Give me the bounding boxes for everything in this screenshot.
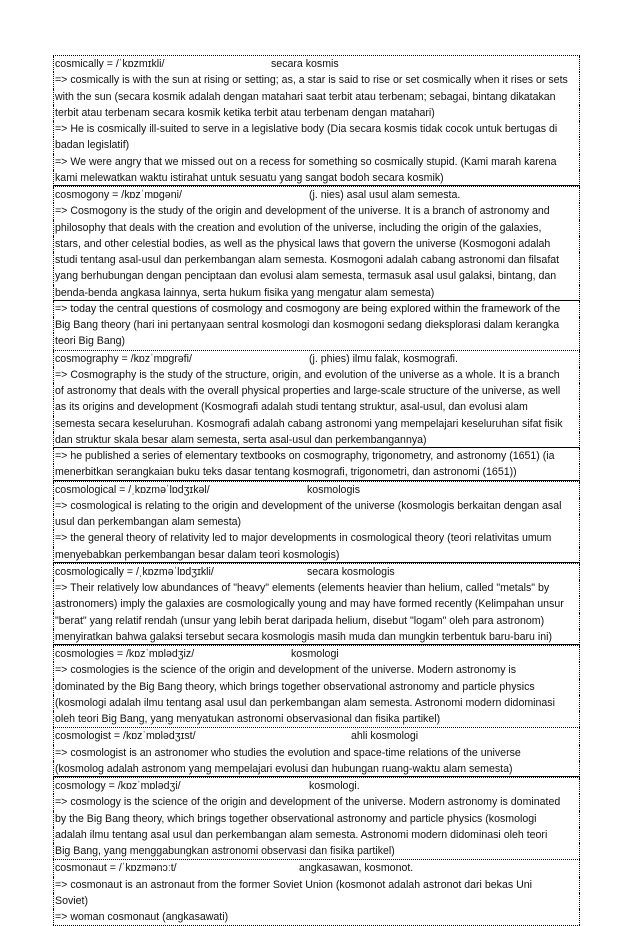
entry-definition-line: by the Big Bang theory, which brings together observational astronomy and particle physics (kosmologi bbox=[53, 811, 580, 827]
entry-headword: cosmologically = /ˌkɒzməˈlɒdʒɪkli/ bbox=[55, 565, 214, 578]
entry-definition-line: Big Bang theory (hari ini pertanyaan sentral kosmologi dan kosmogoni sedang dieksplorasi dalam kerangka bbox=[53, 317, 580, 333]
entry-definition-line: => cosmologist is an astronomer who studies the evolution and space-time relations of the universe bbox=[53, 745, 580, 761]
entry-definition-line: of astronomy that deals with the overall physical properties and large-scale structure of the universe, as well bbox=[53, 383, 580, 399]
entry-definition-line: => Their relatively low abundances of "heavy" elements (elements heavier than helium, called "metals" by bbox=[53, 580, 580, 596]
entry-definition-line: => cosmological is relating to the origin and development of the universe (kosmologis berkaitan dengan asal bbox=[53, 498, 580, 514]
entry-meaning: kosmologi. bbox=[309, 780, 360, 792]
entry-definition-line: Big Bang, yang menggabungkan astronomi observasi dan fisika partikel) bbox=[53, 843, 580, 859]
entry-headword: cosmonaut = /ˈkɒzmənɔːt/ bbox=[55, 862, 177, 875]
entry-meaning: angkasawan, kosmonot. bbox=[299, 862, 414, 875]
entry-definition-line: menerbitkan serangkaian buku teks dasar tentang kosmografi, trigonometri, dan astronomi (1651)) bbox=[53, 464, 580, 480]
entry-definition-line: => the general theory of relativity led to major developments in cosmological theory (teori relativitas umum bbox=[53, 530, 580, 546]
dictionary-entry bbox=[53, 563, 580, 645]
entry-definition-line: terbit atau terbenam secara kosmik ketika terbit atau terbenam dengan matahari) bbox=[53, 105, 580, 121]
dictionary-page bbox=[53, 55, 580, 926]
entry-definition-line: kami melewatkan waktu istirahat untuk sesuatu yang sangat bodoh secara kosmik) bbox=[53, 170, 580, 186]
entry-headword-line bbox=[53, 351, 580, 367]
dictionary-entry bbox=[53, 481, 580, 563]
entry-headword-line bbox=[53, 564, 580, 580]
entry-definition-line: => cosmonaut is an astronaut from the former Soviet Union (kosmonot adalah astronot dari bekas Uni bbox=[53, 877, 580, 893]
entry-headword: cosmologies = /kɒzˈmɒlədʒiz/ bbox=[55, 648, 195, 660]
dictionary-entry bbox=[53, 186, 580, 350]
dictionary-entry bbox=[53, 645, 580, 727]
entry-meaning: (j. phies) ilmu falak, kosmografi. bbox=[309, 352, 458, 365]
entry-headword-line bbox=[53, 482, 580, 498]
entry-definition-line: => cosmologies is the science of the origin and development of the universe. Modern astronomy is bbox=[53, 662, 580, 678]
entry-definition-line: (kosmologi adalah ilmu tentang asal usul dan perkembangan alam semesta. Astronomi modern didominasi bbox=[53, 695, 580, 711]
entry-definition-line: => We were angry that we missed out on a recess for something so cosmically stupid. (Kami marah karena bbox=[53, 154, 580, 170]
entry-headword: cosmically = /ˈkɒzmɪkli/ bbox=[55, 58, 165, 70]
entry-headword: cosmogony = /kɒzˈmɒɡəni/ bbox=[55, 189, 182, 201]
entry-definition-line: as its origins and development (Kosmografi adalah studi tentang struktur, asal-usul, dan evolusi alam bbox=[53, 399, 580, 415]
entry-definition-line: astronomers) imply the galaxies are cosmologically young and may have formed recently (Kelimpahan unsur bbox=[53, 596, 580, 612]
entry-definition-line: "berat" yang relatif rendah (unsur yang lebih berat daripada helium, disebut "logam" oleh para astronom) bbox=[53, 613, 580, 629]
entry-meaning: ahli kosmologi bbox=[351, 730, 419, 743]
entry-definition-line: benda-benda angkasa lainnya, serta hukum fisika yang mengatur alam semesta) bbox=[53, 285, 580, 301]
entry-definition-line: oleh teori Big Bang, yang menyatukan astronomi observasional dan fisika partikel) bbox=[53, 711, 580, 727]
entry-meaning: (j. nies) asal usul alam semesta. bbox=[309, 189, 461, 201]
entry-meaning: secara kosmis bbox=[271, 58, 339, 70]
entry-headword-line bbox=[53, 646, 580, 662]
entry-definition-line: semesta secara keseluruhan. Kosmografi adalah cabang astronomi yang mempelajari keseluruhan sifat fisik bbox=[53, 416, 580, 432]
entry-headword-line bbox=[53, 728, 580, 744]
dictionary-entry bbox=[53, 777, 580, 859]
entry-definition-line: menyebabkan perkembangan besar dalam teori kosmologis) bbox=[53, 547, 580, 563]
entry-definition-line: => woman cosmonaut (angkasawati) bbox=[53, 909, 580, 925]
entry-definition-line: studi tentang asal-usul dan perkembangan alam semesta. Kosmogoni adalah cabang astronomi dan filsafat bbox=[53, 252, 580, 268]
entry-definition-line: Soviet) bbox=[53, 893, 580, 909]
entry-headword: cosmology = /kɒzˈmɒlədʒi/ bbox=[55, 780, 181, 792]
entry-meaning: secara kosmologis bbox=[307, 565, 395, 578]
entry-definition-line: => cosmology is the science of the origin and development of the universe. Modern astronomy is dominated bbox=[53, 794, 580, 810]
entry-definition-line: badan legislatif) bbox=[53, 137, 580, 153]
entry-definition-line: => cosmically is with the sun at rising or setting; as, a star is said to rise or set cosmically when it rises or sets bbox=[53, 72, 580, 88]
dictionary-entry bbox=[53, 859, 580, 926]
entry-meaning: kosmologis bbox=[307, 483, 360, 496]
entry-definition-line: philosophy that deals with the creation and evolution of the universe, including the origin of the galaxies, bbox=[53, 220, 580, 236]
entry-definition-line: dan struktur skala besar alam semesta, serta asal-usul dan perkembangannya) bbox=[53, 432, 580, 448]
entry-definition-line: with the sun (secara kosmik adalah dengan matahari saat terbit atau terbenam; sebagai, bintang dikatakan bbox=[53, 89, 580, 105]
dictionary-entry bbox=[53, 727, 580, 777]
entry-definition-line: yang berhubungan dengan penciptaan dan evolusi alam semesta, termasuk asal usul galaksi, bintang, dan bbox=[53, 268, 580, 284]
entry-definition-line: => He is cosmically ill-suited to serve in a legislative body (Dia secara kosmis tidak cocok untuk bertugas di bbox=[53, 121, 580, 137]
entry-meaning: kosmologi bbox=[291, 648, 339, 660]
entry-definition-line: => Cosmography is the study of the structure, origin, and evolution of the universe as a whole. It is a branch bbox=[53, 367, 580, 383]
entry-definition-line: dominated by the Big Bang theory, which brings together observational astronomy and particle physics bbox=[53, 679, 580, 695]
entry-definition-line: => he published a series of elementary textbooks on cosmography, trigonometry, and astronomy (1651) (ia bbox=[53, 448, 580, 464]
entry-headword-line bbox=[53, 778, 580, 794]
entry-definition-line: => Cosmogony is the study of the origin and development of the universe. It is a branch of astronomy and bbox=[53, 203, 580, 219]
entry-headword: cosmologist = /kɒzˈmɒlədʒɪst/ bbox=[55, 730, 196, 743]
entry-definition-line: teori Big Bang) bbox=[53, 333, 580, 349]
entry-headword-line bbox=[53, 187, 580, 203]
entry-definition-line: => today the central questions of cosmology and cosmogony are being explored within the framework of the bbox=[53, 301, 580, 317]
entry-headword-line bbox=[53, 56, 580, 72]
dictionary-entry bbox=[53, 350, 580, 481]
entry-headword-line bbox=[53, 860, 580, 876]
entry-definition-line: stars, and other celestial bodies, as well as the physical laws that govern the universe (Kosmogoni adalah bbox=[53, 236, 580, 252]
entry-definition-line: (kosmolog adalah astronom yang mempelajari evolusi dan hubungan ruang-waktu alam semesta) bbox=[53, 761, 580, 777]
entry-definition-line: usul dan perkembangan alam semesta) bbox=[53, 514, 580, 530]
entry-definition-line: menyiratkan bahwa galaksi tersebut secara kosmologis masih muda dan mungkin terbentuk baru-baru ini) bbox=[53, 629, 580, 645]
entry-headword: cosmological = /ˌkɒzməˈlɒdʒɪkəl/ bbox=[55, 483, 210, 496]
dictionary-entry bbox=[53, 55, 580, 186]
entry-definition-line: adalah ilmu tentang asal usul dan perkembangan alam semesta. Astronomi modern didominasi oleh teori bbox=[53, 827, 580, 843]
entry-headword: cosmography = /kɒzˈmɒɡrəfi/ bbox=[55, 352, 192, 365]
